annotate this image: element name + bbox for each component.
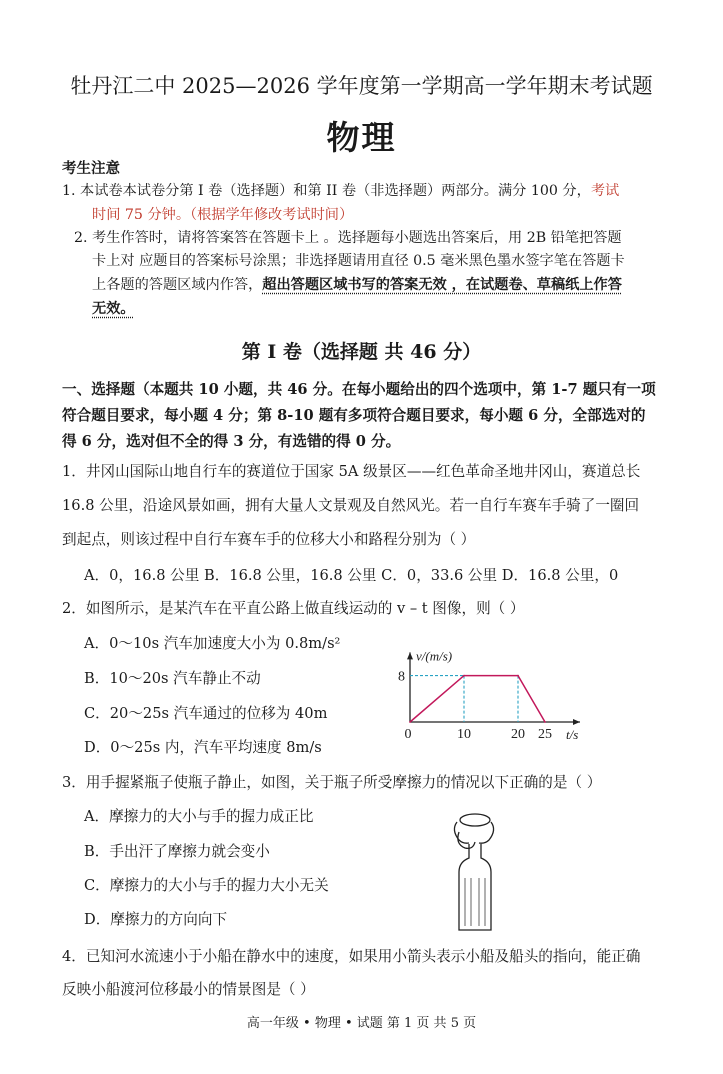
q3-option-a: A．摩擦力的大小与手的握力成正比 (84, 808, 314, 825)
section-intro-line-1: 一、选择题（本题共 10 小题，共 46 分。在每小题给出的四个选项中，第 1-7 题只有一项 (62, 381, 656, 398)
data-series-line (410, 676, 545, 722)
x-axis-arrow (573, 719, 580, 725)
y-axis-label: v/(m/s) (416, 648, 453, 664)
q2-option-b: B．10～20s 汽车静止不动 (84, 670, 261, 687)
section-intro-line-2: 符合题目要求，每小题 4 分；第 8-10 题有多项符合题目要求，每小题 6 分，全部选对的 (62, 407, 646, 424)
x-tick-label-20: 20 (511, 727, 525, 742)
notice-item-2-line-3: 上各题的答题区域内作答，超出答题区域书写的答案无效 ，在试题卷、草稿纸上作答 (92, 277, 622, 293)
q3-option-b: B．手出汗了摩擦力就会变小 (84, 843, 270, 860)
q1-line-1: 1．井冈山国际山地自行车的赛道位于国家 5A 级景区——红色革命圣地井冈山，赛道总长 (62, 463, 641, 480)
x-axis-label: t/s (566, 727, 579, 742)
data-point-3 (544, 721, 546, 723)
notice-time-red: 考试 (590, 183, 620, 199)
y-tick-label-8: 8 (398, 669, 405, 685)
q4-line-2: 反映小船渡河位移最小的情景图是（ ） (62, 981, 315, 998)
q2-option-c: C．20～25s 汽车通过的位移为 40m (84, 705, 328, 722)
data-point-0 (409, 721, 411, 723)
x-tick-label-10: 10 (457, 727, 471, 742)
q3-stem: 3．用手握紧瓶子使瓶子静止，如图，关于瓶子所受摩擦力的情况以下正确的是（ ） (62, 774, 602, 791)
subject-title: 物理 (326, 118, 397, 157)
page-footer: 高一年级 • 物理 • 试题 第 1 页 共 5 页 (246, 1016, 477, 1031)
notice-item-1-time: 时间 75 分钟。（根据学年修改考试时间） (92, 207, 354, 223)
q1-line-3: 到起点，则该过程中自行车赛车手的位移大小和路程分别为（ ） (62, 531, 476, 548)
q4-line-1: 4．已知河水流速小于小船在静水中的速度，如果用小箭头表示小船及船头的指向，能正确 (62, 948, 641, 965)
data-point-2 (517, 675, 519, 677)
section-intro-line-3: 得 6 分，选对但不全的得 3 分，有选错的得 0 分。 (62, 433, 401, 450)
bottle-cap-icon (460, 814, 490, 826)
notice-item-2-line-4: 无效。 (92, 301, 135, 317)
x-tick-label-0: 0 (404, 727, 412, 742)
q3-option-c: C．摩擦力的大小与手的握力大小无关 (84, 877, 329, 894)
y-axis-arrow (407, 652, 413, 659)
q1-line-2: 16.8 公里，沿途风景如画，拥有大量人文景观及自然风光。若一自行车赛车手骑了一圈回 (62, 497, 640, 514)
exam-title: 牡丹江二中 2025—2026 学年度第一学期高一学年期末考试题 (70, 74, 653, 98)
x-tick-label-25: 25 (538, 727, 552, 742)
hand-bottle-illustration (445, 808, 505, 936)
bottle-hatching-icon (465, 878, 485, 926)
bottle-body-icon (459, 844, 491, 930)
section-title: 第 I 卷（选择题 共 46 分） (241, 341, 482, 363)
data-point-1 (463, 675, 465, 677)
hand-grip-icon (458, 832, 475, 848)
q2-stem: 2．如图所示，是某汽车在平直公路上做直线运动的 v – t 图像，则（ ） (62, 600, 525, 617)
q2-option-a: A．0～10s 汽车加速度大小为 0.8m/s² (84, 635, 341, 652)
notice-item-2-line-2: 卡上对 应题目的答案标号涂黑；非选择题请用直径 0.5 毫米黑色墨水签字笔在答题卡 (92, 253, 625, 269)
notice-heading: 考生注意 (62, 160, 120, 177)
notice-item-2-line-1: 2. 考生作答时，请将答案答在答题卡上 。选择题每小题选出答案后，用 2B 铅笔把答题 (74, 230, 622, 246)
q3-option-d: D．摩擦力的方向向下 (84, 911, 228, 928)
vt-graph (388, 632, 598, 772)
hand-fingers-icon (454, 822, 493, 843)
q2-option-d: D．0～25s 内，汽车平均速度 8m/s (84, 739, 322, 756)
q1-options: A．0，16.8 公里 B．16.8 公里，16.8 公里 C．0，33.6 公里 D．16.8 公里，0 (84, 567, 619, 584)
notice-item-1: 1. 本试卷本试卷分第 I 卷（选择题）和第 II 卷（非选择题）两部分。满分 100 分，考试 (62, 183, 620, 199)
notice-invalid-warning: 超出答题区域书写的答案无效 ，在试题卷、草稿纸上作答 (262, 277, 622, 293)
vt-graph-layer (398, 648, 580, 742)
